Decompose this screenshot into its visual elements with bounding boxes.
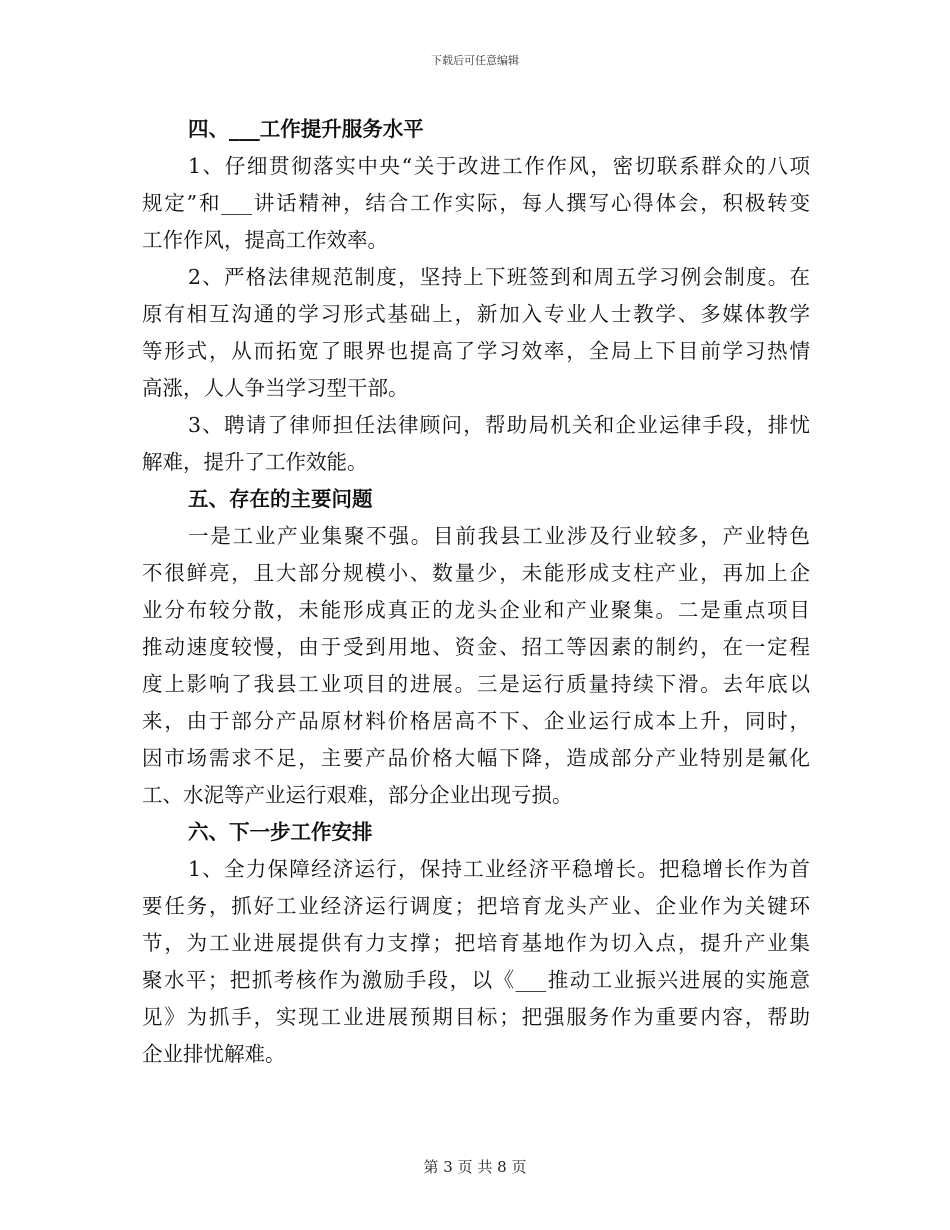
- paragraph-line: 节，为工业进展提供有力支撑；把培育基地作为切入点，提升产业集: [142, 931, 810, 955]
- paragraph-line: 要任务，抓好工业经济运行调度；把培育龙头产业、企业作为关键环: [142, 894, 810, 918]
- paragraph-line: 3、聘请了律师担任法律顾问，帮助局机关和企业运律手段，排忧: [188, 413, 810, 437]
- paragraph-line: 因市场需求不足，主要产品价格大幅下降，造成部分产业特别是氟化: [142, 746, 810, 770]
- paragraph-line: 一是工业产业集聚不强。目前我县工业涉及行业较多，产业特色: [188, 524, 810, 548]
- paragraph: [142, 407, 810, 481]
- document-body: [142, 111, 810, 1073]
- paragraph-line: 见》为抓手，实现工业进展预期目标；把强服务作为重要内容，帮助: [142, 1005, 810, 1029]
- paragraph-line: 推动速度较慢，由于受到用地、资金、招工等因素的制约，在一定程: [142, 635, 810, 659]
- paragraph-line: 聚水平；把抓考核作为激励手段，以《___推动工业振兴进展的实施意: [142, 968, 810, 992]
- paragraph-line: 1、全力保障经济运行，保持工业经济平稳增长。把稳增长作为首: [188, 857, 810, 881]
- paragraph-line: 度上影响了我县工业项目的进展。三是运行质量持续下滑。去年底以: [142, 672, 810, 696]
- paragraph-line: 不很鲜亮，且大部分规模小、数量少，未能形成支柱产业，再加上企: [142, 561, 810, 585]
- paragraph: [142, 148, 810, 259]
- page-header-note: 下载后可任意编辑: [431, 54, 519, 67]
- paragraph-line: 来，由于部分产品原材料价格居高不下、企业运行成本上升，同时，: [142, 709, 810, 733]
- paragraph-line: 2、严格法律规范制度，坚持上下班签到和周五学习例会制度。在: [188, 265, 810, 289]
- section-heading: 四、___工作提升服务水平: [188, 117, 424, 141]
- paragraph-line: 工作作风，提高工作效率。: [142, 228, 388, 252]
- paragraph: [142, 259, 810, 407]
- paragraph-line: 企业排忧解难。: [142, 1042, 286, 1066]
- section-heading: 六、下一步工作安排: [188, 820, 373, 844]
- paragraph: [142, 518, 810, 814]
- paragraph-line: 等形式，从而拓宽了眼界也提高了学习效率，全局上下目前学习热情: [142, 339, 810, 363]
- paragraph-line: 高涨，人人争当学习型干部。: [142, 376, 409, 400]
- paragraph-line: 原有相互沟通的学习形式基础上，新加入专业人士教学、多媒体教学: [142, 302, 810, 326]
- section-heading: 五、存在的主要问题: [188, 487, 373, 511]
- paragraph-line: 规定”和___讲话精神，结合工作实际，每人撰写心得体会，积极转变: [142, 191, 810, 215]
- paragraph: [142, 851, 810, 1073]
- paragraph-line: 1、仔细贯彻落实中央“关于改进工作作风，密切联系群众的八项: [188, 154, 810, 178]
- paragraph-line: 解难，提升了工作效能。: [142, 450, 368, 474]
- paragraph-line: 工、水泥等产业运行艰难，部分企业出现亏损。: [142, 783, 573, 807]
- paragraph-line: 业分布较分散，未能形成真正的龙头企业和产业聚集。二是重点项目: [142, 598, 810, 622]
- page-footer-number: 第 3 页 共 8 页: [423, 1158, 527, 1176]
